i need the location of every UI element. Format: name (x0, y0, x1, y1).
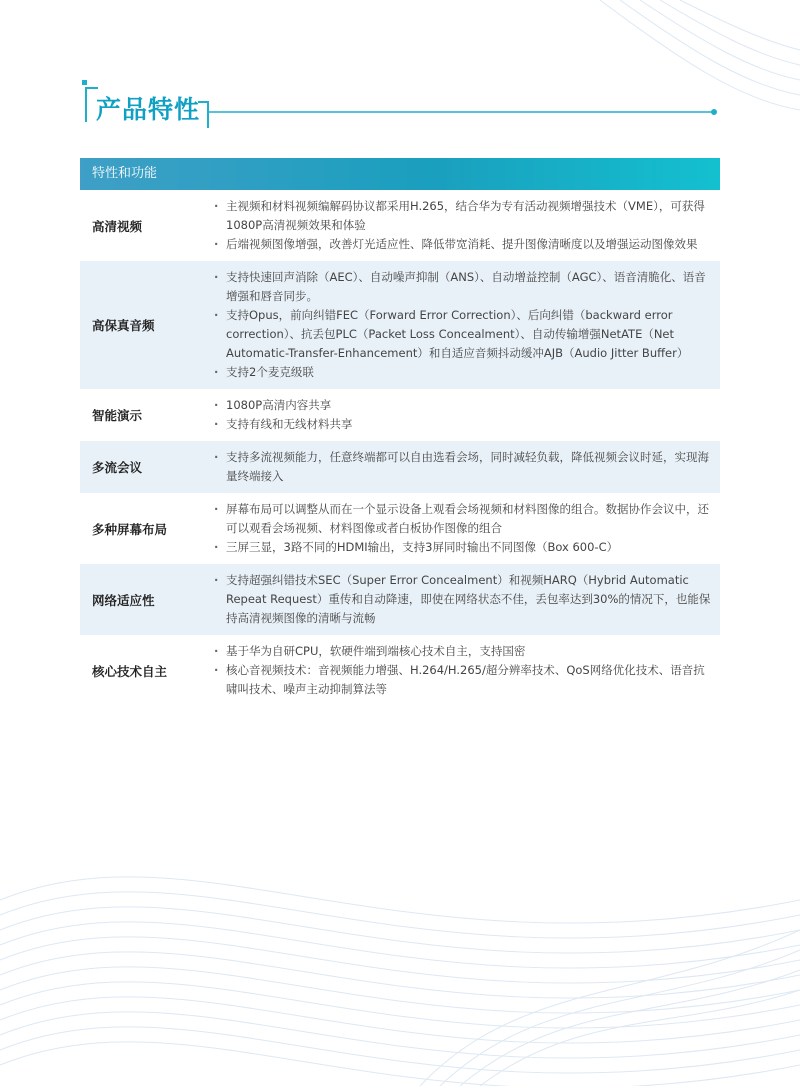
row-label: 高保真音频 (92, 318, 155, 333)
row-label: 多种屏幕布局 (92, 521, 168, 537)
title-block (80, 78, 720, 138)
row-label: 智能演示 (92, 408, 143, 423)
row-content (212, 190, 720, 261)
table-row (80, 441, 720, 493)
table-row (80, 564, 720, 635)
bullet-item: · 主视频和材料视频编解码协议都采用H.265，结合华为专有活动视频增强技术（VME），可获得1080P高清视频效果和体验 (212, 197, 712, 235)
table-header: 特性和功能 (80, 158, 720, 190)
table-row (80, 493, 720, 564)
feature-table (80, 158, 720, 706)
row-content (212, 635, 720, 706)
bullet-item: · 基于华为自研CPU，软硬件端到端核心技术自主，支持国密 (212, 642, 712, 661)
table-row (80, 635, 720, 706)
row-label: 核心技术自主 (92, 663, 168, 679)
bullet-item: · 支持Opus，前向纠错FEC（Forward Error Correction）、后向纠错（backward error correction）、抗丢包PLC（Packet Loss Concealment）、自动传输增强NetATE（Net Automatic-Transfer-Enhancement）和自适应音频抖动缓冲AJB（Audio Jitter Buffer） (212, 306, 712, 363)
bullet-item: · 支持有线和无线材料共享 (212, 415, 712, 434)
table-row (80, 389, 720, 441)
row-content (212, 493, 720, 564)
row-content (212, 389, 720, 441)
row-label: 高清视频 (92, 218, 143, 234)
table-row (80, 190, 720, 261)
row-label: 多流会议 (92, 460, 143, 475)
table-row (80, 261, 720, 389)
bullet-item: · 支持多流视频能力，任意终端都可以自由选看会场，同时减轻负载，降低视频会议时延，实现海量终端接入 (212, 448, 712, 486)
row-content (212, 261, 720, 389)
row-label: 网络适应性 (92, 592, 155, 608)
bullet-item: · 后端视频图像增强，改善灯光适应性、降低带宽消耗、提升图像清晰度以及增强运动图像效果 (212, 235, 712, 254)
page-title: 产品特性 (96, 95, 201, 124)
row-content (212, 441, 720, 493)
bullet-item: · 核心音视频技术：音视频能力增强、H.264/H.265/超分辨率技术、QoS网络优化技术、语音抗啸叫技术、噪声主动抑制算法等 (212, 661, 712, 699)
bullet-item: · 三屏三显，3路不同的HDMI输出，支持3屏同时输出不同图像（Box 600-C） (212, 538, 712, 557)
table-body (80, 190, 720, 706)
row-content (212, 564, 720, 635)
bullet-item: · 屏幕布局可以调整从而在一个显示设备上观看会场视频和材料图像的组合。数据协作会议中，还可以观看会场视频、材料图像或者白板协作图像的组合 (212, 500, 712, 538)
bullet-item: · 支持快速回声消除（AEC）、自动噪声抑制（ANS）、自动增益控制（AGC）、语音清脆化、语音增强和唇音同步。 (212, 268, 712, 306)
bullet-item: · 1080P高清内容共享 (212, 396, 712, 415)
bullet-item: · 支持超强纠错技术SEC（Super Error Concealment）和视频HARQ（Hybrid Automatic Repeat Request）重传和自动降速，即使在网络状态不佳，丢包率达到30%的情况下，也能保持高清视频图像的清晰与流畅 (212, 571, 712, 628)
bullet-item: · 支持2个麦克级联 (212, 363, 712, 382)
